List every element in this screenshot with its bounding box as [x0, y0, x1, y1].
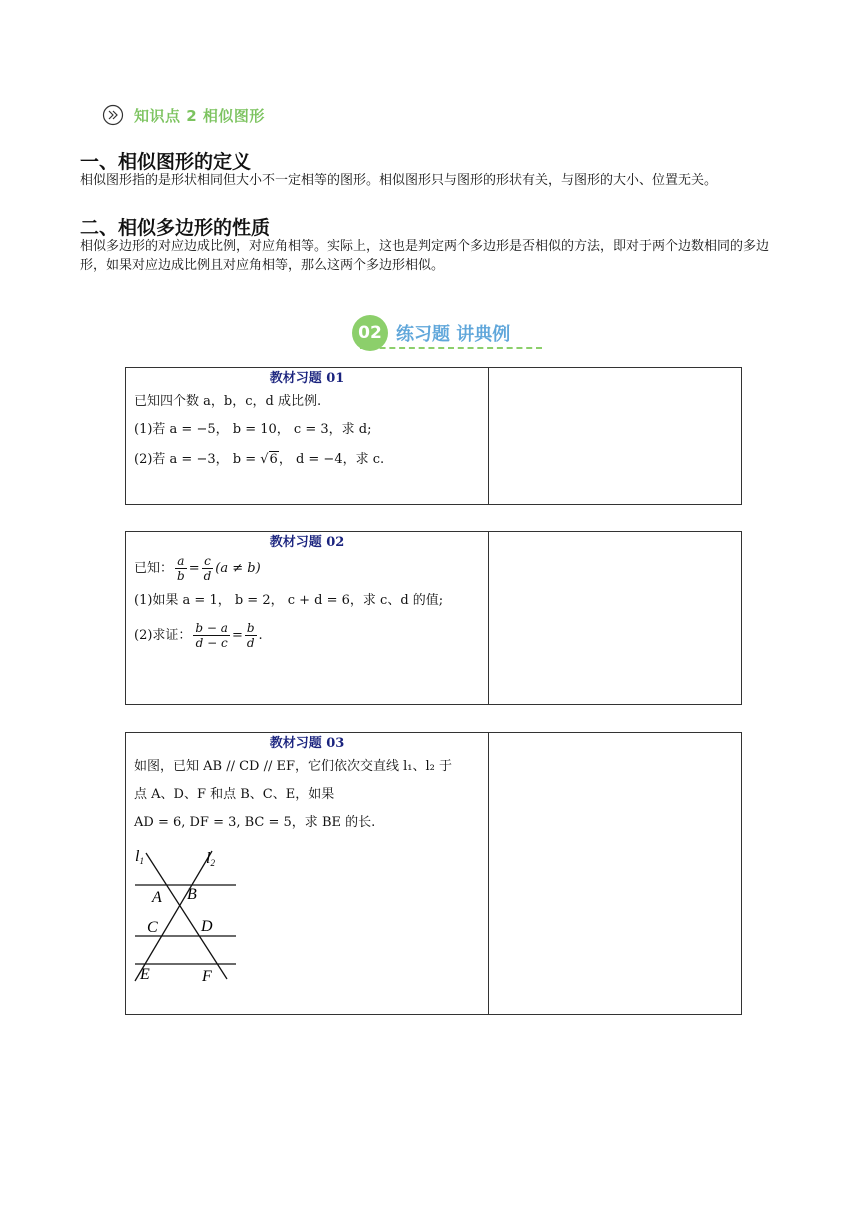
- exercise-03-title: 教材习题 03: [269, 736, 345, 751]
- exercise-02-condition: (a ≠ b): [215, 561, 261, 576]
- banner-label: 练习题 讲典例: [396, 324, 511, 345]
- transversal-l2: [135, 851, 212, 981]
- double-chevron-right-icon: [102, 104, 124, 126]
- knowledge-point-header: [102, 104, 265, 126]
- exercise-01-q2-suffix: ， d = −4，求 c.: [278, 452, 385, 467]
- exercise-02-q2: (2)求证： $\frac{b - a}{d - c}$ = $\frac{b}{d}$ .: [134, 621, 263, 650]
- exercise-01-answer-area: [489, 368, 741, 504]
- label-c: C: [147, 919, 158, 936]
- exercise-01-intro: 已知四个数 a，b，c，d 成比例.: [134, 394, 322, 409]
- label-a: A: [152, 889, 162, 906]
- label-e: E: [140, 966, 150, 983]
- exercise-01-q2-sqrt: 6: [269, 452, 278, 467]
- exercise-03-line3: AD = 6, DF = 3, BC = 5，求 BE 的长.: [134, 815, 376, 830]
- exercise-02-q1: (1)如果 a = 1， b = 2， c + d = 6，求 c、d 的值;: [134, 593, 444, 608]
- exercise-03-answer-area: [489, 733, 741, 1014]
- exercise-01-q1: (1)若 a = −5， b = 10， c = 3，求 d;: [134, 422, 372, 437]
- label-f: F: [202, 968, 212, 985]
- fraction-c-over-d: $\frac{c}{d}$: [203, 554, 212, 583]
- fraction-b-minus-a-over-d-minus-c: $\frac{b - a}{d - c}$: [195, 621, 228, 650]
- exercise-02-q2-suffix: .: [258, 628, 263, 643]
- section1-heading: 一、相似图形的定义: [80, 151, 252, 173]
- exercise-02-answer-area: [489, 532, 741, 704]
- label-l2: l2: [206, 850, 215, 868]
- fraction-a-over-b: $\frac{a}{b}$: [177, 554, 185, 583]
- label-b: B: [187, 886, 197, 903]
- fraction-b-over-d: $\frac{b}{d}$: [246, 621, 255, 650]
- exercise-02-content: [126, 532, 489, 704]
- banner-number-badge: 02: [352, 315, 388, 351]
- exercise-03-content: [126, 733, 489, 1014]
- exercise-02-intro: 已知： $\frac{a}{b}$ = $\frac{c}{d}$ (a ≠ b): [134, 554, 261, 583]
- parallel-lines-figure: [132, 845, 242, 985]
- exercise-03-line1: 如图，已知 AB // CD // EF，它们依次交直线 l₁、l₂ 于: [134, 759, 453, 774]
- transversal-l1: [146, 853, 227, 979]
- exercise-01-title: 教材习题 01: [269, 371, 345, 386]
- exercise-box-02: [125, 531, 742, 705]
- exercise-box-03: [125, 732, 742, 1015]
- banner-underline: [360, 347, 542, 349]
- section2-heading: 二、相似多边形的性质: [80, 217, 271, 239]
- exercise-02-intro-prefix: 已知：: [134, 561, 174, 576]
- exercise-01-q2-prefix: (2)若 a = −3， b =: [134, 452, 261, 467]
- exercise-02-title: 教材习题 02: [269, 535, 345, 550]
- section1-text: 相似图形指的是形状相同但大小不一定相等的图形。相似图形只与图形的形状有关，与图形的大小、位置无关。: [80, 173, 718, 188]
- section2-text: 相似多边形的对应边成比例，对应角相等。实际上，这也是判定两个多边形是否相似的方法，即对于两个边数相同的多边形，如果对应边成比例且对应角相等，那么这两个多边形相似。: [80, 239, 770, 273]
- exercise-01-q2: (2)若 a = −3， b = √6， d = −4，求 c.: [134, 452, 385, 467]
- exercise-01-content: [126, 368, 489, 504]
- knowledge-point-label: 知识点 2 相似图形: [134, 106, 265, 125]
- exercise-02-q2-prefix: (2)求证：: [134, 628, 192, 643]
- label-l1: l1: [135, 848, 144, 866]
- label-d: D: [201, 918, 213, 935]
- exercise-03-line2: 点 A、D、F 和点 B、C、E，如果: [134, 787, 335, 802]
- exercise-box-01: [125, 367, 742, 505]
